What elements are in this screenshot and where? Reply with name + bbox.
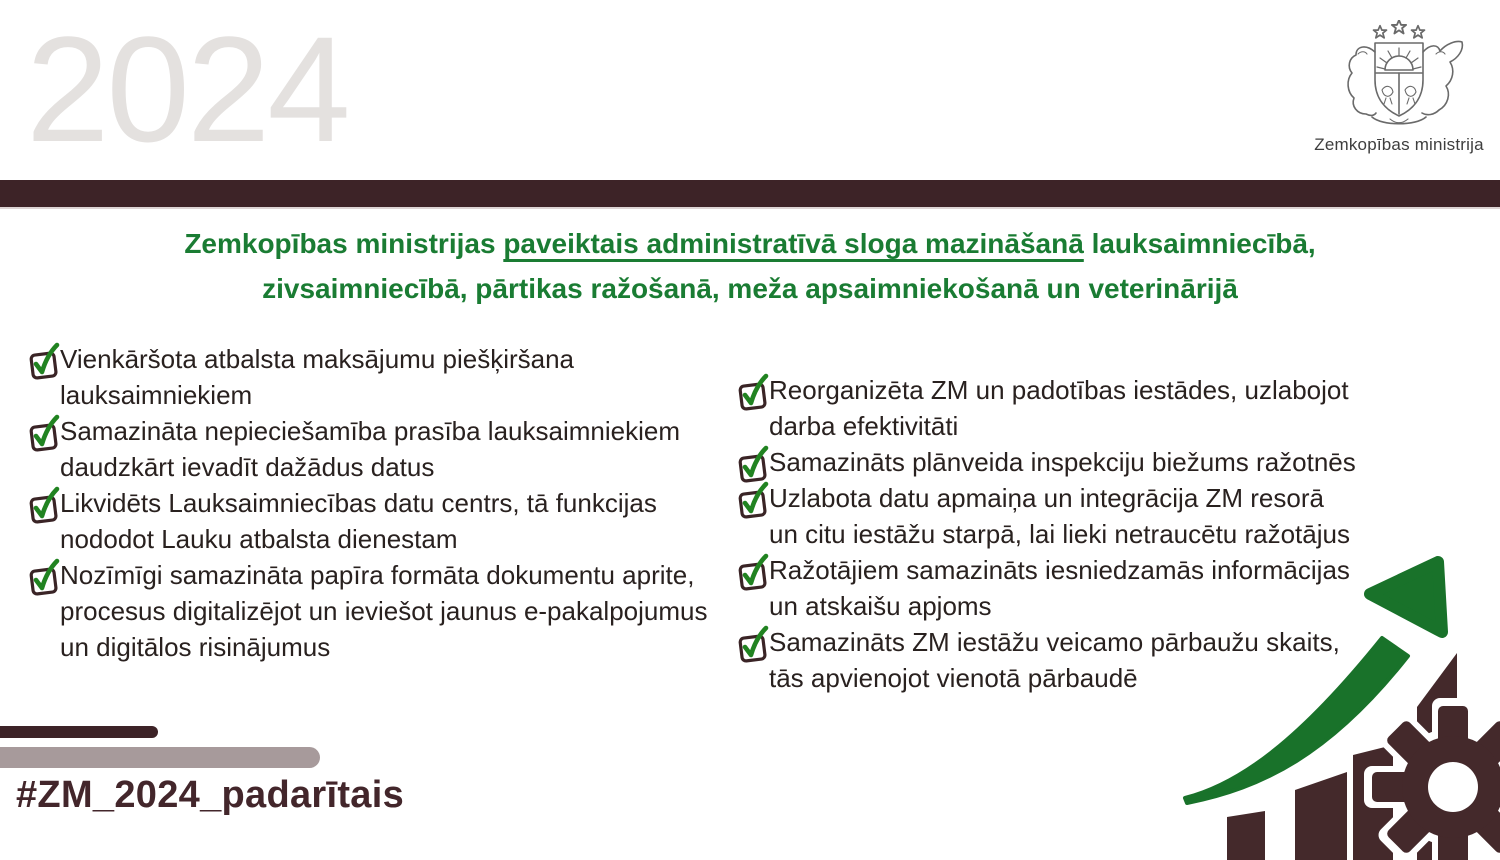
checklist-item <box>27 341 708 413</box>
checklist-item-text <box>769 372 1349 444</box>
latvia-coat-of-arms-icon <box>1324 20 1474 132</box>
checklist-line: un citu iestāžu starpā, lai lieki netraucētu ražotājus <box>769 519 1350 549</box>
checklist-line: Samazināts plānveida inspekciju biežums ražotnēs <box>769 447 1356 477</box>
checklist-line: lauksaimniekiem <box>60 380 253 410</box>
title-phrase: Zemkopības ministrijas <box>184 228 504 259</box>
checkbox-slot <box>27 413 60 449</box>
header-divider-bar <box>0 180 1500 209</box>
checklist-line: Ražotājiem samazināts iesniedzamās informācijas <box>769 555 1350 585</box>
title-underlined-phrase: paveiktais administratīvā sloga mazināšanā <box>503 228 1084 259</box>
checklist-line: darba efektivitāti <box>769 411 959 441</box>
checklist-item <box>736 444 1356 480</box>
checklist-line: Samazināta nepieciešamība prasība lauksaimniekiem <box>60 416 680 446</box>
checklist-item-text <box>60 485 657 557</box>
checklist-item <box>27 413 708 485</box>
checkbox-checked-icon <box>27 415 61 451</box>
checklist-item <box>27 485 708 557</box>
checkbox-checked-icon <box>27 487 61 523</box>
checklist-item-text <box>769 444 1356 480</box>
checkbox-checked-icon <box>736 446 770 482</box>
checkbox-slot <box>736 552 769 588</box>
checklist-line: Reorganizēta ZM un padotības iestādes, uzlabojot <box>769 375 1349 405</box>
checklist-line: procesus digitalizējot un ieviešot jaunus e-pakalpojumus <box>60 596 708 626</box>
title-line-1 <box>0 221 1500 266</box>
year-watermark: 2024 <box>26 5 348 173</box>
growth-artwork <box>1170 550 1500 860</box>
checklist-line: daudzkārt ievadīt dažādus datus <box>60 452 435 482</box>
checklist-line: tās apvienojot vienotā pārbaudē <box>769 663 1138 693</box>
ministry-name: Zemkopības ministrija <box>1314 135 1484 154</box>
checklist-left-column <box>27 341 708 665</box>
decorative-bar-gray <box>0 747 320 768</box>
checklist-line: Vienkāršota atbalsta maksājumu piešķiršana <box>60 344 575 374</box>
checklist-line: un atskaišu apjoms <box>769 591 992 621</box>
ministry-logo <box>1303 20 1495 155</box>
checklist-item <box>736 372 1356 444</box>
checklist-line: Likvidēts Lauksaimniecības datu centrs, tā funkcijas <box>60 488 657 518</box>
checkbox-checked-icon <box>27 343 61 379</box>
checkbox-slot <box>27 485 60 521</box>
checkbox-checked-icon <box>736 482 770 518</box>
checklist-item-text <box>60 557 708 665</box>
hashtag-text: #ZM_2024_padarītais <box>16 774 405 816</box>
checklist-item-text <box>769 480 1350 552</box>
checklist-line: Nozīmīgi samazināta papīra formāta dokumentu aprite, <box>60 560 695 590</box>
decorative-bar-dark <box>0 726 158 738</box>
title-line-2: zivsaimniecībā, pārtikas ražošanā, meža apsaimniekošanā un veterinārijā <box>262 273 1238 304</box>
checkbox-checked-icon <box>736 626 770 662</box>
checkbox-slot <box>736 480 769 516</box>
checkbox-checked-icon <box>736 554 770 590</box>
checkbox-checked-icon <box>27 559 61 595</box>
gear-icon <box>1364 698 1500 860</box>
page-title <box>0 221 1500 311</box>
checklist-item-text <box>60 413 680 485</box>
checkbox-slot <box>736 444 769 480</box>
checklist-line: Uzlabota datu apmaiņa un integrācija ZM resorā <box>769 483 1324 513</box>
checkbox-checked-icon <box>736 374 770 410</box>
checklist-line: Samazināts ZM iestāžu veicamo pārbaužu skaits, <box>769 627 1340 657</box>
checkbox-slot <box>27 557 60 593</box>
checklist-item <box>27 557 708 665</box>
title-phrase: lauksaimniecībā, <box>1083 228 1316 259</box>
checklist-item <box>736 480 1356 552</box>
checkbox-slot <box>736 372 769 408</box>
checklist-line: nododot Lauku atbalsta dienestam <box>60 524 458 554</box>
checkbox-slot <box>27 341 60 377</box>
checklist-item-text <box>60 341 574 413</box>
checkbox-slot <box>736 624 769 660</box>
checklist-line: un digitālos risinājumus <box>60 632 331 662</box>
